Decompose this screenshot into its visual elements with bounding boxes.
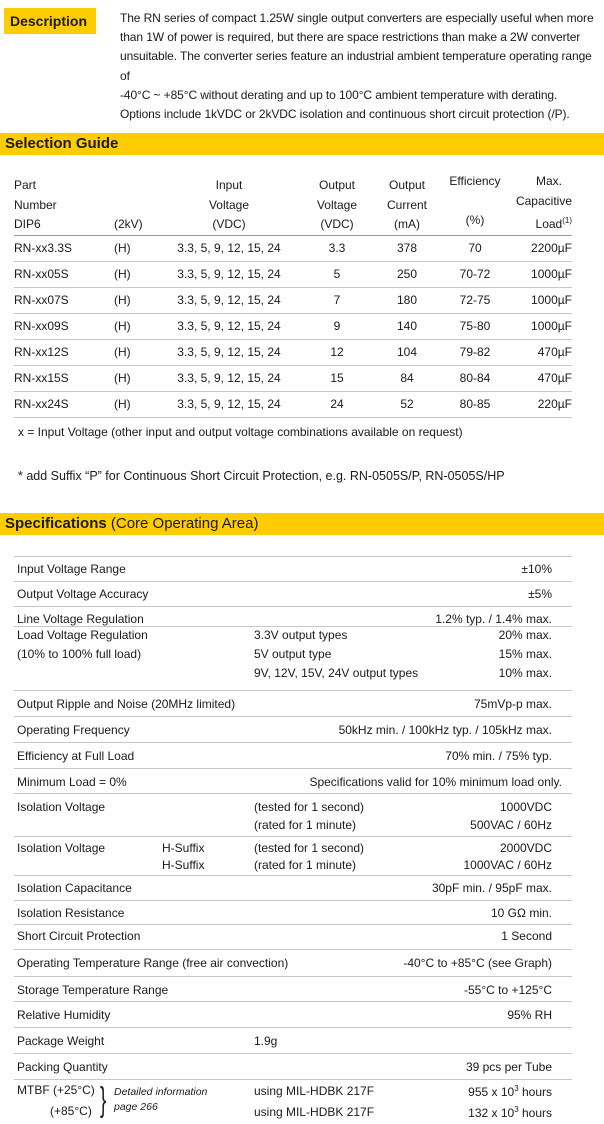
cell-input: 3.3, 5, 9, 12, 15, 24 [158, 261, 300, 287]
spec-value: 39 pcs per Tube [465, 1060, 552, 1074]
header-isolation [114, 172, 158, 235]
cell-output-voltage: 15 [300, 365, 374, 391]
header-text: Output [318, 178, 356, 192]
table-row [14, 261, 572, 287]
cell-iso: (H) [114, 391, 158, 417]
cell-part: RN-xx05S [14, 261, 114, 287]
header-text [510, 211, 572, 235]
spec-row [14, 607, 572, 627]
header-part-number [14, 172, 114, 235]
spec-label: Efficiency at Full Load [17, 749, 135, 763]
spec-value: 20% max. [498, 628, 552, 642]
spec-row [14, 1002, 572, 1028]
description-label: Description [4, 8, 96, 34]
cell-load: 1000µF [510, 261, 572, 287]
input-voltage-note: x = Input Voltage (other input and output voltage combinations available on request) [18, 425, 463, 439]
spec-row [14, 717, 572, 743]
cell-iso: (H) [114, 365, 158, 391]
spec-label: Isolation Resistance [17, 906, 125, 920]
spec-value: ±5% [528, 587, 552, 601]
brace-icon: } [100, 1081, 107, 1119]
cell-iso: (H) [114, 313, 158, 339]
spec-label: Relative Humidity [17, 1008, 111, 1022]
cell-part: RN-xx24S [14, 391, 114, 417]
spec-label: Operating Frequency [17, 723, 130, 737]
spec-condition: using MIL-HDBK 217F [254, 1084, 375, 1098]
cell-input: 3.3, 5, 9, 12, 15, 24 [158, 339, 300, 365]
selection-guide-header [0, 133, 604, 155]
spec-label: Minimum Load = 0% [17, 775, 127, 789]
header-efficiency [440, 172, 510, 235]
cell-load: 220µF [510, 391, 572, 417]
header-text: Load [535, 217, 563, 231]
table-row [14, 287, 572, 313]
header-output-voltage [300, 172, 374, 235]
spec-label: H-Suffix [162, 858, 205, 872]
spec-label: (10% to 100% full load) [17, 647, 142, 661]
header-text: (2kV) [114, 217, 143, 231]
description-line: -40°C ~ +85°C without derating and up to 100°C ambient temperature with derating. [120, 87, 558, 102]
spec-value: ±10% [521, 562, 552, 576]
cell-input: 3.3, 5, 9, 12, 15, 24 [158, 313, 300, 339]
spec-row [14, 1054, 572, 1080]
spec-value: 2000VDC [499, 841, 552, 855]
spec-value: 70% min. / 75% typ. [445, 749, 552, 763]
header-text: (mA) [394, 217, 420, 231]
cell-output-voltage: 7 [300, 287, 374, 313]
cell-efficiency: 80-84 [440, 365, 510, 391]
spec-value: 1000VAC / 60Hz [463, 858, 552, 872]
cell-output-current: 180 [374, 287, 440, 313]
cell-load: 1000µF [510, 287, 572, 313]
header-text: Voltage [208, 197, 250, 212]
cell-iso: (H) [114, 287, 158, 313]
header-text: Efficiency [449, 174, 501, 188]
cell-input: 3.3, 5, 9, 12, 15, 24 [158, 391, 300, 417]
cell-load: 1000µF [510, 313, 572, 339]
description-line: The RN series of compact 1.25W single output converters are especially useful when more [120, 11, 594, 25]
cell-output-current: 52 [374, 391, 440, 417]
spec-row [14, 743, 572, 769]
table-row [14, 339, 572, 365]
spec-label: Isolation Capacitance [17, 881, 132, 895]
spec-row [14, 950, 572, 977]
specifications-title: Specifications [5, 515, 107, 532]
spec-value: 10 GΩ min. [491, 906, 552, 920]
description-line: than 1W of power is required, but there are space restrictions than make a 2W converter [120, 30, 581, 45]
cell-output-current: 378 [374, 235, 440, 261]
specifications-subtitle: (Core Operating Area) [106, 515, 259, 532]
description-text [120, 9, 598, 124]
cell-input: 3.3, 5, 9, 12, 15, 24 [158, 235, 300, 261]
spec-label: Isolation Voltage [17, 800, 106, 814]
cell-efficiency: 75-80 [440, 313, 510, 339]
header-output-current [374, 172, 440, 235]
spec-value [468, 1084, 552, 1099]
cell-part: RN-xx3.3S [14, 235, 114, 261]
spec-value: 10% max. [498, 666, 552, 680]
spec-value: 1.9g [254, 1034, 278, 1048]
spec-label: Output Voltage Accuracy [17, 587, 149, 601]
cell-load: 470µF [510, 365, 572, 391]
spec-label: Package Weight [17, 1034, 105, 1048]
spec-label: Input Voltage Range [17, 562, 126, 576]
header-text: (VDC) [320, 217, 354, 231]
header-text: Current [386, 197, 427, 212]
header-text: (VDC) [212, 217, 246, 231]
cell-efficiency: 79-82 [440, 339, 510, 365]
spec-value: -40°C to +85°C (see Graph) [403, 956, 552, 970]
exponent: 3 [514, 1105, 519, 1114]
spec-label: Packing Quantity [17, 1060, 108, 1074]
header-text: Part [14, 178, 37, 192]
spec-row-mtbf [14, 1080, 572, 1124]
spec-value: 75mVp-p max. [473, 697, 552, 711]
selection-guide-table [14, 172, 572, 418]
spec-value: 1000VDC [499, 800, 552, 814]
cell-output-voltage: 9 [300, 313, 374, 339]
specifications-table [14, 556, 572, 1124]
table-row [14, 391, 572, 417]
description-line: unsuitable. The converter series feature an industrial ambient temperature operating range of [120, 49, 592, 83]
detailed-info-note: Detailed information [114, 1086, 208, 1098]
spec-condition: (tested for 1 second) [254, 841, 365, 855]
table-row [14, 365, 572, 391]
header-input-voltage [158, 172, 300, 235]
mtbf-value: 955 x 10 [468, 1085, 515, 1099]
spec-value: -55°C to +125°C [464, 983, 552, 997]
header-text: Max. [535, 174, 562, 188]
spec-row [14, 769, 572, 794]
spec-condition: 3.3V output types [254, 628, 348, 642]
header-text: Number [14, 197, 57, 212]
spec-value: 500VAC / 60Hz [470, 818, 552, 832]
header-text: Input [215, 178, 243, 192]
spec-row [14, 794, 572, 837]
table-header-row [14, 172, 572, 235]
cell-part: RN-xx12S [14, 339, 114, 365]
spec-label: Line Voltage Regulation [17, 612, 144, 626]
table-row [14, 313, 572, 339]
spec-label: Load Voltage Regulation [17, 628, 148, 642]
cell-part: RN-xx15S [14, 365, 114, 391]
cell-output-current: 104 [374, 339, 440, 365]
header-text: Output [388, 178, 426, 192]
specifications-header [0, 513, 604, 535]
spec-value: Specifications valid for 10% minimum load only. [309, 775, 562, 789]
spec-label: H-Suffix [162, 841, 205, 855]
cell-efficiency: 80-85 [440, 391, 510, 417]
spec-condition: (tested for 1 second) [254, 800, 365, 814]
spec-row [14, 691, 572, 717]
header-text: Capacitive [515, 193, 572, 208]
cell-efficiency: 70-72 [440, 261, 510, 287]
spec-row [14, 627, 572, 691]
spec-condition: 9V, 12V, 15V, 24V output types [254, 666, 419, 680]
cell-efficiency: 70 [440, 235, 510, 261]
cell-load: 470µF [510, 339, 572, 365]
spec-row [14, 977, 572, 1002]
cell-output-current: 140 [374, 313, 440, 339]
spec-value: 1 Second [501, 929, 552, 943]
cell-efficiency: 72-75 [440, 287, 510, 313]
cell-part: RN-xx07S [14, 287, 114, 313]
cell-output-voltage: 3.3 [300, 235, 374, 261]
header-text: Voltage [316, 197, 358, 212]
spec-label: (+85°C) [50, 1104, 92, 1118]
cell-load: 2200µF [510, 235, 572, 261]
spec-label: Isolation Voltage [17, 841, 106, 855]
spec-label: Output Ripple and Noise (20MHz limited) [17, 697, 236, 711]
spec-condition: using MIL-HDBK 217F [254, 1105, 375, 1119]
spec-label: Operating Temperature Range (free air convection) [17, 956, 289, 970]
suffix-note: * add Suffix “P” for Continuous Short Circuit Protection, e.g. RN-0505S/P, RN-0505S/HP [18, 469, 505, 483]
spec-condition: (rated for 1 minute) [254, 818, 357, 832]
cell-input: 3.3, 5, 9, 12, 15, 24 [158, 365, 300, 391]
spec-value: 15% max. [498, 647, 552, 661]
spec-value: 1.2% typ. / 1.4% max. [435, 612, 552, 626]
footnote-marker: (1) [562, 216, 572, 225]
header-capacitive-load [510, 172, 572, 235]
spec-row [14, 901, 572, 925]
unit: hours [518, 1085, 552, 1099]
spec-row [14, 876, 572, 901]
cell-part: RN-xx09S [14, 313, 114, 339]
spec-label: Storage Temperature Range [17, 983, 169, 997]
table-row [14, 235, 572, 261]
selection-guide-title: Selection Guide [5, 135, 119, 152]
spec-value [468, 1105, 552, 1120]
header-text: (%) [465, 213, 485, 227]
spec-row [14, 837, 572, 876]
cell-iso: (H) [114, 261, 158, 287]
cell-output-voltage: 24 [300, 391, 374, 417]
cell-iso: (H) [114, 339, 158, 365]
spec-row [14, 1028, 572, 1054]
mtbf-value: 132 x 10 [468, 1106, 515, 1120]
cell-input: 3.3, 5, 9, 12, 15, 24 [158, 287, 300, 313]
cell-output-current: 250 [374, 261, 440, 287]
unit: hours [518, 1106, 552, 1120]
spec-row [14, 925, 572, 950]
cell-iso: (H) [114, 235, 158, 261]
spec-value: 50kHz min. / 100kHz typ. / 105kHz max. [338, 723, 552, 737]
cell-output-voltage: 12 [300, 339, 374, 365]
spec-row [14, 582, 572, 607]
spec-label: Short Circuit Protection [17, 929, 141, 943]
description-line: Options include 1kVDC or 2kVDC isolation and continuous short circuit protection (/P). [120, 107, 570, 122]
spec-condition: (rated for 1 minute) [254, 858, 357, 872]
detailed-info-page: page 266 [114, 1101, 158, 1113]
spec-condition: 5V output type [254, 647, 332, 661]
cell-output-voltage: 5 [300, 261, 374, 287]
header-text: DIP6 [14, 217, 41, 231]
cell-output-current: 84 [374, 365, 440, 391]
spec-value: 95% RH [507, 1008, 552, 1022]
spec-label: MTBF (+25°C) [17, 1083, 95, 1097]
spec-row [14, 556, 572, 582]
exponent: 3 [514, 1084, 519, 1093]
spec-value: 30pF min. / 95pF max. [431, 881, 552, 895]
